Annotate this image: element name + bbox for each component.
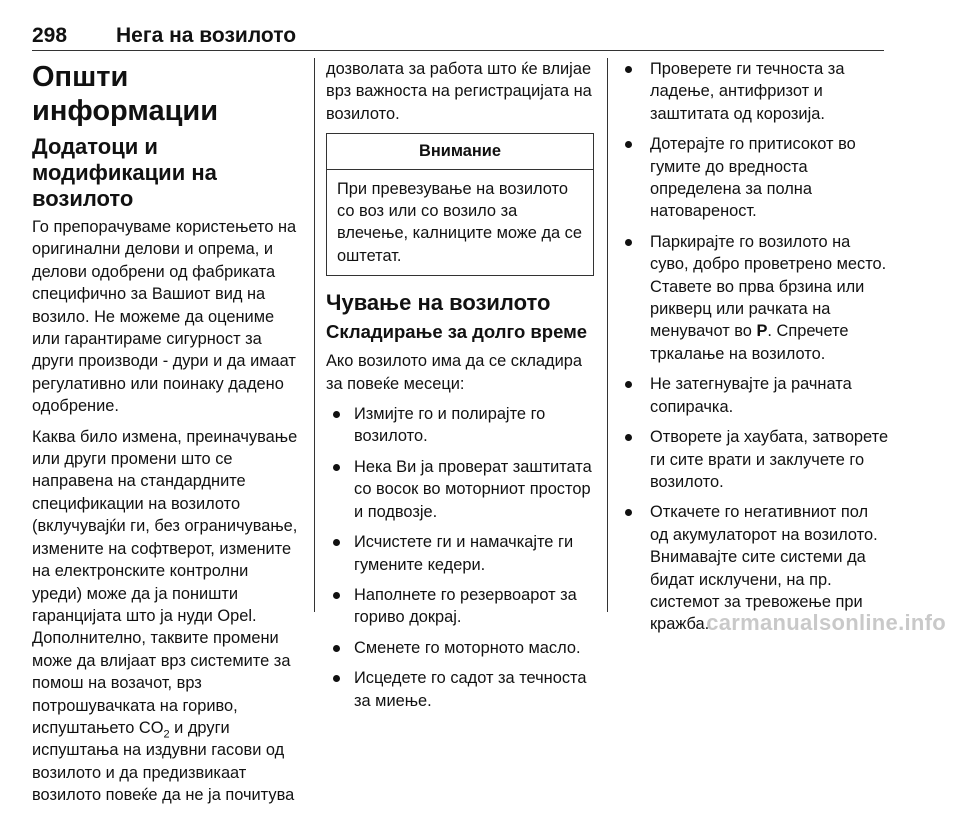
bullet-icon: [625, 66, 632, 73]
list-item: [326, 531, 594, 576]
section-title: Општи информации: [32, 61, 219, 127]
bullet-icon: [625, 239, 632, 246]
bullet-icon: [333, 645, 340, 652]
list-item: [622, 231, 890, 365]
warning-title: Внимание: [327, 134, 593, 169]
bullet-icon: [333, 592, 340, 599]
bullet-icon: [333, 675, 340, 682]
gear-position-p: P: [756, 322, 768, 341]
list-item-text: Откачете го негативниот пол од акумулаторот на возилото. Внимавајте сите системи да бидат исклучени, на пр. системот за тревожење при кражба.: [650, 503, 878, 634]
list-item: [326, 667, 594, 712]
list-item-text: Сменете го моторното масло.: [354, 638, 581, 657]
page-header: [32, 24, 888, 52]
list-item-text-a: Паркирајте го возилото на суво, добро проветрено место. Ставете во прва брзина или рикверц или рачката на менувачот во: [650, 232, 887, 341]
column-3: [622, 58, 890, 644]
accessories-paragraph-2-continued: дозволата за работа што ќе влијае врз важноста на регистрацијата на возилото.: [326, 60, 592, 123]
list-item-text: Отворете ја хаубата, затворете ги сите врати и заклучете го возилото.: [650, 428, 889, 491]
list-item: [622, 426, 890, 493]
bullet-icon: [625, 141, 632, 148]
list-item-text: Нека Ви ја проверат заштитата со восок во моторниот простор и подвозје.: [354, 457, 592, 521]
storage-list: [326, 403, 594, 712]
co2-subscript: 2: [163, 728, 170, 741]
header-rule: [32, 50, 884, 51]
list-item-text: Измијте го и полирајте го возилото.: [354, 405, 546, 446]
bullet-icon: [625, 381, 632, 388]
storage-subheading: Складирање за долго време: [326, 321, 588, 343]
list-item: [326, 456, 594, 523]
running-title: Нега на возилото: [116, 24, 297, 47]
list-item-text: Исцедете го садот за течноста за миење.: [354, 669, 587, 710]
list-item-text: Не затегнувајте ја рачната сопирачка.: [650, 375, 852, 416]
list-item-text-b: . Спречете тркалање на возилото.: [650, 322, 849, 363]
list-item: [622, 373, 890, 418]
warning-text: При превезување на возилото со воз или со возило за влечење, калниците може да се оштетат.: [337, 179, 582, 265]
list-item: [326, 637, 594, 659]
accessories-paragraph-2: [32, 426, 302, 807]
list-item: [326, 403, 594, 448]
bullet-icon: [333, 539, 340, 546]
warning-box: [326, 133, 594, 276]
page-number: 298: [32, 24, 68, 47]
paragraph-2-text-b: и други испуштања на издувни гасови од возилото и да предизвикаат возилото повеќе да не ја почитува: [32, 718, 295, 805]
column-2: [326, 58, 594, 720]
watermark: carmanualsonline.info: [706, 610, 946, 635]
list-item-text: Дотерајте го притисокот во гумите до вредноста определена за полна натовареност.: [650, 135, 856, 221]
list-item: [622, 58, 890, 125]
paragraph-2-text-a: Каква било измена, преиначување или други промени што се направена на стандардните спецификации на возилото (вклучувајќи ги, без ограничување, измените на софтверот, измените на електронските контролни уреди) може да ја поништи гаранцијата што ја нуди Opel. Дополнително, таквите промени може да влијаат врз системите за помош на возачот, врз потрошувачката на гориво, испуштањето CO: [32, 427, 298, 737]
column-1: [32, 58, 302, 815]
accessories-heading: Додатоци и модификации на возилото: [32, 134, 217, 211]
bullet-icon: [625, 434, 632, 441]
storage-list-continued: [622, 58, 890, 636]
list-item: [326, 584, 594, 629]
bullet-icon: [333, 411, 340, 418]
list-item: [622, 133, 890, 223]
list-item-text: Проверете ги течноста за ладење, антифризот и заштитата од корозија.: [650, 60, 845, 123]
storage-intro: Ако возилото има да се складира за повеќе месеци:: [326, 352, 582, 393]
bullet-icon: [333, 464, 340, 471]
list-item-text: Исчистете ги и намачкајте ги гумените кедери.: [354, 533, 574, 574]
column-divider-1: [314, 58, 315, 612]
list-item-text: Наполнете го резервоарот за гориво докрај.: [354, 585, 577, 627]
column-divider-2: [607, 58, 608, 612]
storage-heading: Чување на возилото: [326, 290, 551, 316]
bullet-icon: [625, 509, 632, 516]
accessories-paragraph-1: Го препорачуваме користењето на оригинални делови и опрема, и делови одобрени од фабриката специфично за Вашиот вид на возило. Не можеме да оцениме или гарантираме сигурност за други производи - дури и да имаат регулативно или поинаку дадено одобрение.: [32, 218, 297, 416]
